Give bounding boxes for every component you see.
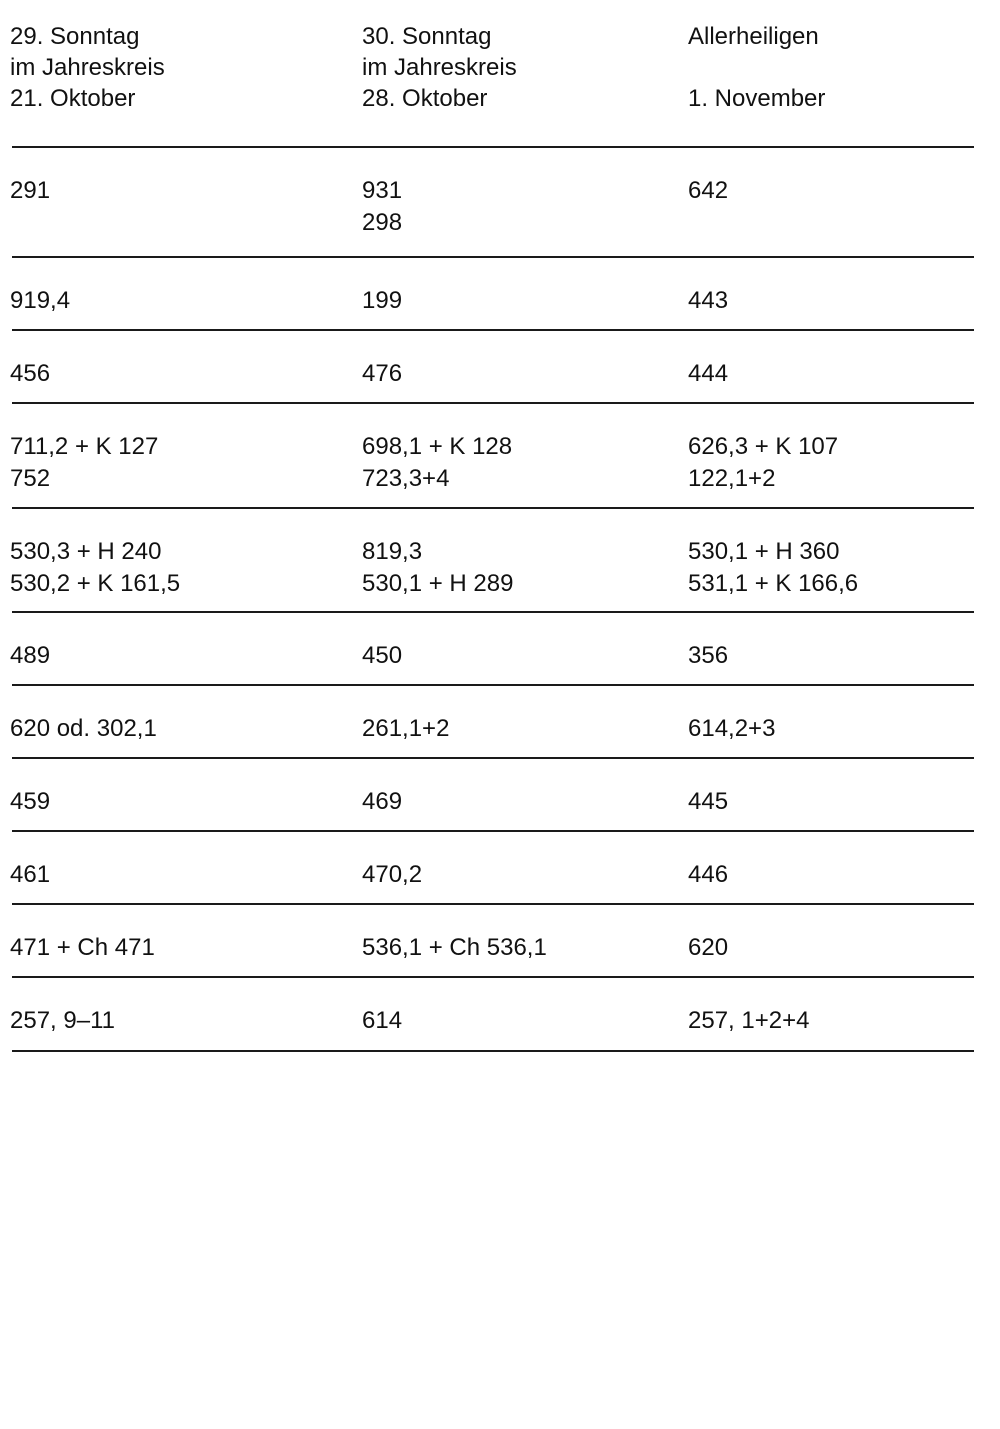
cell-line: 530,1 + H 360 bbox=[688, 538, 840, 565]
header-col-30-sonntag bbox=[362, 21, 682, 114]
table-cell bbox=[10, 431, 350, 495]
cell-line: 257, 1+2+4 bbox=[688, 1007, 810, 1034]
cell-line: 620 bbox=[688, 934, 729, 961]
table-cell bbox=[362, 536, 682, 600]
cell-line: 444 bbox=[688, 360, 729, 387]
cell-line: 536,1 + Ch 536,1 bbox=[362, 934, 547, 961]
row-divider bbox=[12, 830, 974, 832]
row-divider bbox=[12, 146, 974, 148]
table-cell bbox=[688, 358, 988, 390]
table-cell bbox=[362, 786, 682, 818]
table-cell bbox=[10, 175, 350, 207]
cell-line: 723,3+4 bbox=[362, 465, 450, 492]
cell-line: 443 bbox=[688, 287, 729, 314]
table-header bbox=[0, 21, 1000, 121]
row-divider bbox=[12, 256, 974, 258]
cell-line: 469 bbox=[362, 788, 403, 815]
cell-line: 459 bbox=[10, 788, 51, 815]
cell-line: 291 bbox=[10, 177, 51, 204]
header-line: 21. Oktober bbox=[10, 85, 136, 112]
table-cell bbox=[10, 932, 350, 964]
cell-line: 819,3 bbox=[362, 538, 423, 565]
cell-line: 261,1+2 bbox=[362, 715, 450, 742]
cell-line: 461 bbox=[10, 861, 51, 888]
table-cell bbox=[362, 1005, 682, 1037]
table-cell bbox=[688, 285, 988, 317]
cell-line: 122,1+2 bbox=[688, 465, 776, 492]
row-divider bbox=[12, 611, 974, 613]
row-divider bbox=[12, 507, 974, 509]
cell-line: 530,1 + H 289 bbox=[362, 570, 514, 597]
table-cell bbox=[688, 932, 988, 964]
table-cell bbox=[362, 932, 682, 964]
table-cell bbox=[10, 640, 350, 672]
row-divider bbox=[12, 976, 974, 978]
cell-line: 698,1 + K 128 bbox=[362, 433, 513, 460]
table-cell bbox=[362, 640, 682, 672]
header-line: Allerheiligen bbox=[688, 23, 819, 50]
cell-line: 614 bbox=[362, 1007, 403, 1034]
table-cell bbox=[10, 859, 350, 891]
header-line: 29. Sonntag bbox=[10, 23, 140, 50]
table-cell bbox=[362, 285, 682, 317]
header-line: im Jahreskreis bbox=[362, 54, 517, 81]
cell-line: 199 bbox=[362, 287, 403, 314]
cell-line: 456 bbox=[10, 360, 51, 387]
row-divider bbox=[12, 329, 974, 331]
table-cell bbox=[362, 175, 682, 239]
cell-line: 450 bbox=[362, 642, 403, 669]
cell-line: 445 bbox=[688, 788, 729, 815]
cell-line: 530,2 + K 161,5 bbox=[10, 570, 181, 597]
cell-line: 356 bbox=[688, 642, 729, 669]
table-cell bbox=[10, 713, 350, 745]
table-cell bbox=[362, 358, 682, 390]
table-cell bbox=[688, 859, 988, 891]
table-cell bbox=[688, 175, 988, 207]
row-divider bbox=[12, 903, 974, 905]
cell-line: 298 bbox=[362, 209, 403, 236]
cell-line: 530,3 + H 240 bbox=[10, 538, 162, 565]
cell-line: 919,4 bbox=[10, 287, 71, 314]
cell-line: 446 bbox=[688, 861, 729, 888]
header-line: 30. Sonntag bbox=[362, 23, 492, 50]
table-cell bbox=[688, 786, 988, 818]
cell-line: 614,2+3 bbox=[688, 715, 776, 742]
cell-line: 711,2 + K 127 bbox=[10, 433, 159, 460]
cell-line: 257, 9–11 bbox=[10, 1007, 115, 1034]
table-cell bbox=[362, 859, 682, 891]
row-divider bbox=[12, 1050, 974, 1052]
cell-line: 931 bbox=[362, 177, 403, 204]
table-cell bbox=[10, 358, 350, 390]
row-divider bbox=[12, 757, 974, 759]
table-cell bbox=[688, 1005, 988, 1037]
row-divider bbox=[12, 402, 974, 404]
table-cell bbox=[10, 786, 350, 818]
cell-line: 620 od. 302,1 bbox=[10, 715, 157, 742]
table-cell bbox=[362, 713, 682, 745]
cell-line: 489 bbox=[10, 642, 51, 669]
table-cell bbox=[10, 285, 350, 317]
header-col-29-sonntag bbox=[10, 21, 350, 114]
cell-line: 531,1 + K 166,6 bbox=[688, 570, 859, 597]
header-line: im Jahreskreis bbox=[10, 54, 165, 81]
table-cell bbox=[362, 431, 682, 495]
cell-line: 476 bbox=[362, 360, 403, 387]
table-cell bbox=[688, 713, 988, 745]
header-line bbox=[688, 52, 988, 83]
table-cell bbox=[10, 536, 350, 600]
table-cell bbox=[688, 431, 988, 495]
header-line: 1. November bbox=[688, 85, 826, 112]
cell-line: 471 + Ch 471 bbox=[10, 934, 155, 961]
cell-line: 642 bbox=[688, 177, 729, 204]
row-divider bbox=[12, 684, 974, 686]
cell-line: 626,3 + K 107 bbox=[688, 433, 839, 460]
table-cell bbox=[10, 1005, 350, 1037]
table-cell bbox=[688, 640, 988, 672]
cell-line: 752 bbox=[10, 465, 51, 492]
header-col-allerheiligen bbox=[688, 21, 988, 114]
table-cell bbox=[688, 536, 988, 600]
cell-line: 470,2 bbox=[362, 861, 423, 888]
header-line: 28. Oktober bbox=[362, 85, 488, 112]
